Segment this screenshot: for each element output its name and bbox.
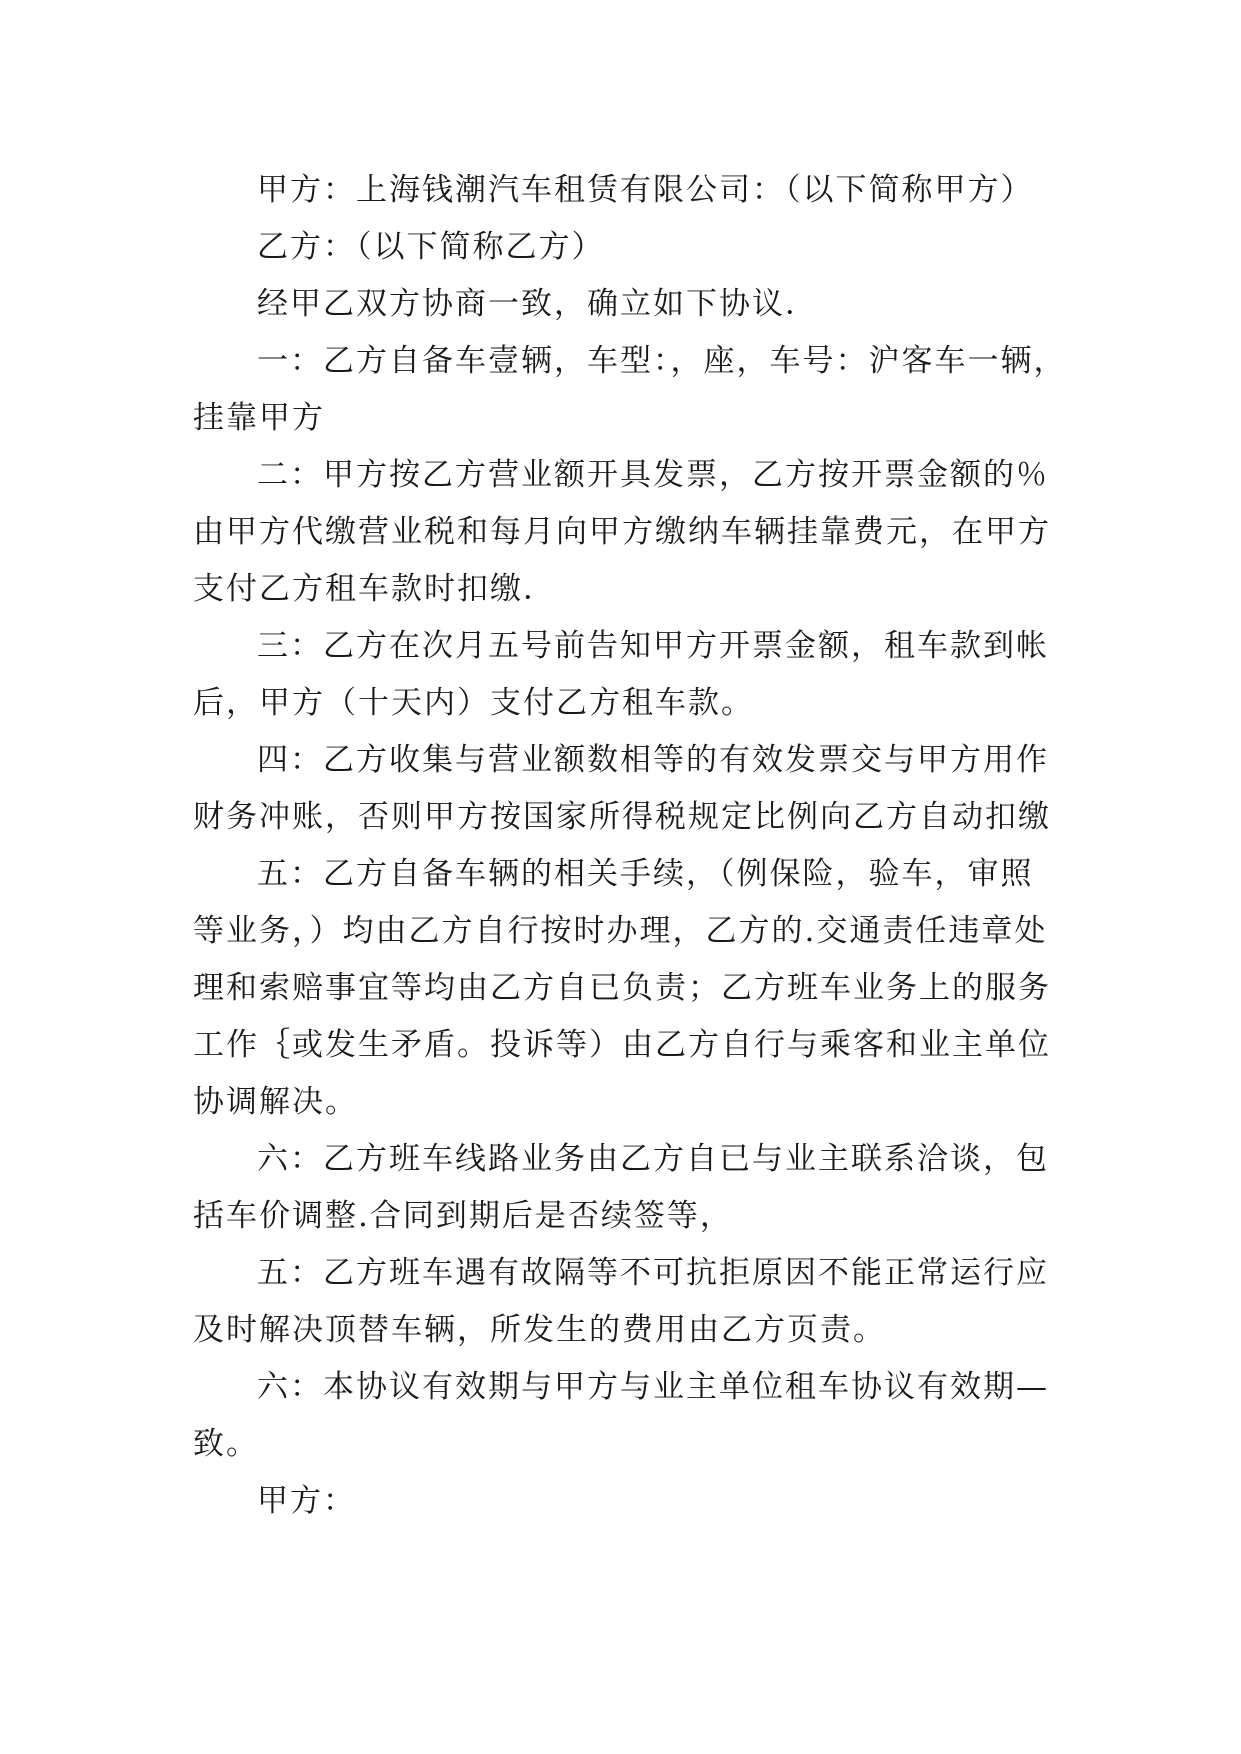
clause-1-line-1: 一：乙方自备车壹辆，车型：，座，车号：沪客车一辆， (257, 343, 1067, 379)
clause-6-line-2: 括车价调整.合同到期后是否续签等， (193, 1198, 733, 1234)
clause-5-line-4: 工作｛或发生矛盾。投诉等）由乙方自行与乘客和业主单位 (193, 1027, 1051, 1063)
clause-5b-line-2: 及时解决顶替车辆，所发生的费用由乙方页责。 (193, 1312, 886, 1348)
clause-4-line-1: 四：乙方收集与营业额数相等的有效发票交与甲方用作 (257, 742, 1049, 778)
clause-6b-line-2: 致。 (193, 1426, 259, 1462)
clause-1-line-2: 挂靠甲方 (193, 400, 325, 436)
clause-4-line-2: 财务冲账，否则甲方按国家所得税规定比例向乙方自动扣缴 (193, 799, 1051, 835)
clause-5-line-3: 理和索赔事宜等均由乙方自已负责；乙方班车业务上的服务 (193, 970, 1051, 1006)
clause-5-line-1: 五：乙方自备车辆的相关手续，（例保险，验车，审照 (257, 856, 1034, 892)
clause-6b-line-1: 六：本协议有效期与甲方与业主单位租车协议有效期— (257, 1369, 1049, 1405)
clause-3-line-1: 三：乙方在次月五号前告知甲方开票金额，租车款到帐 (257, 628, 1049, 664)
clause-3-line-2: 后，甲方（十天内）支付乙方租车款。 (193, 685, 754, 721)
document-body (193, 162, 1073, 1530)
party-a-line: 甲方：上海钱潮汽车租赁有限公司：（以下简称甲方） (257, 172, 1034, 208)
clause-5-line-2: 等业务，）均由乙方自行按时办理，乙方的.交通责任违章处 (193, 913, 1048, 949)
clause-2-line-2: 由甲方代缴营业税和每月向甲方缴纳车辆挂靠费元，在甲方 (193, 514, 1051, 550)
party-b-line: 乙方：（以下简称乙方） (257, 229, 605, 265)
clause-6-line-1: 六：乙方班车线路业务由乙方自已与业主联系洽谈，包 (257, 1141, 1049, 1177)
agreement-intro-line: 经甲乙双方协商一致，确立如下协议． (257, 286, 818, 322)
clause-2-line-3: 支付乙方租车款时扣缴． (193, 571, 556, 607)
clause-5b-line-1: 五：乙方班车遇有故隔等不可抗拒原因不能正常运行应 (257, 1255, 1049, 1291)
clause-2-line-1: 二：甲方按乙方营业额开具发票，乙方按开票金额的％ (257, 457, 1049, 493)
clause-5-line-5: 协调解决。 (193, 1084, 358, 1120)
signature-party-a: 甲方： (257, 1483, 356, 1519)
